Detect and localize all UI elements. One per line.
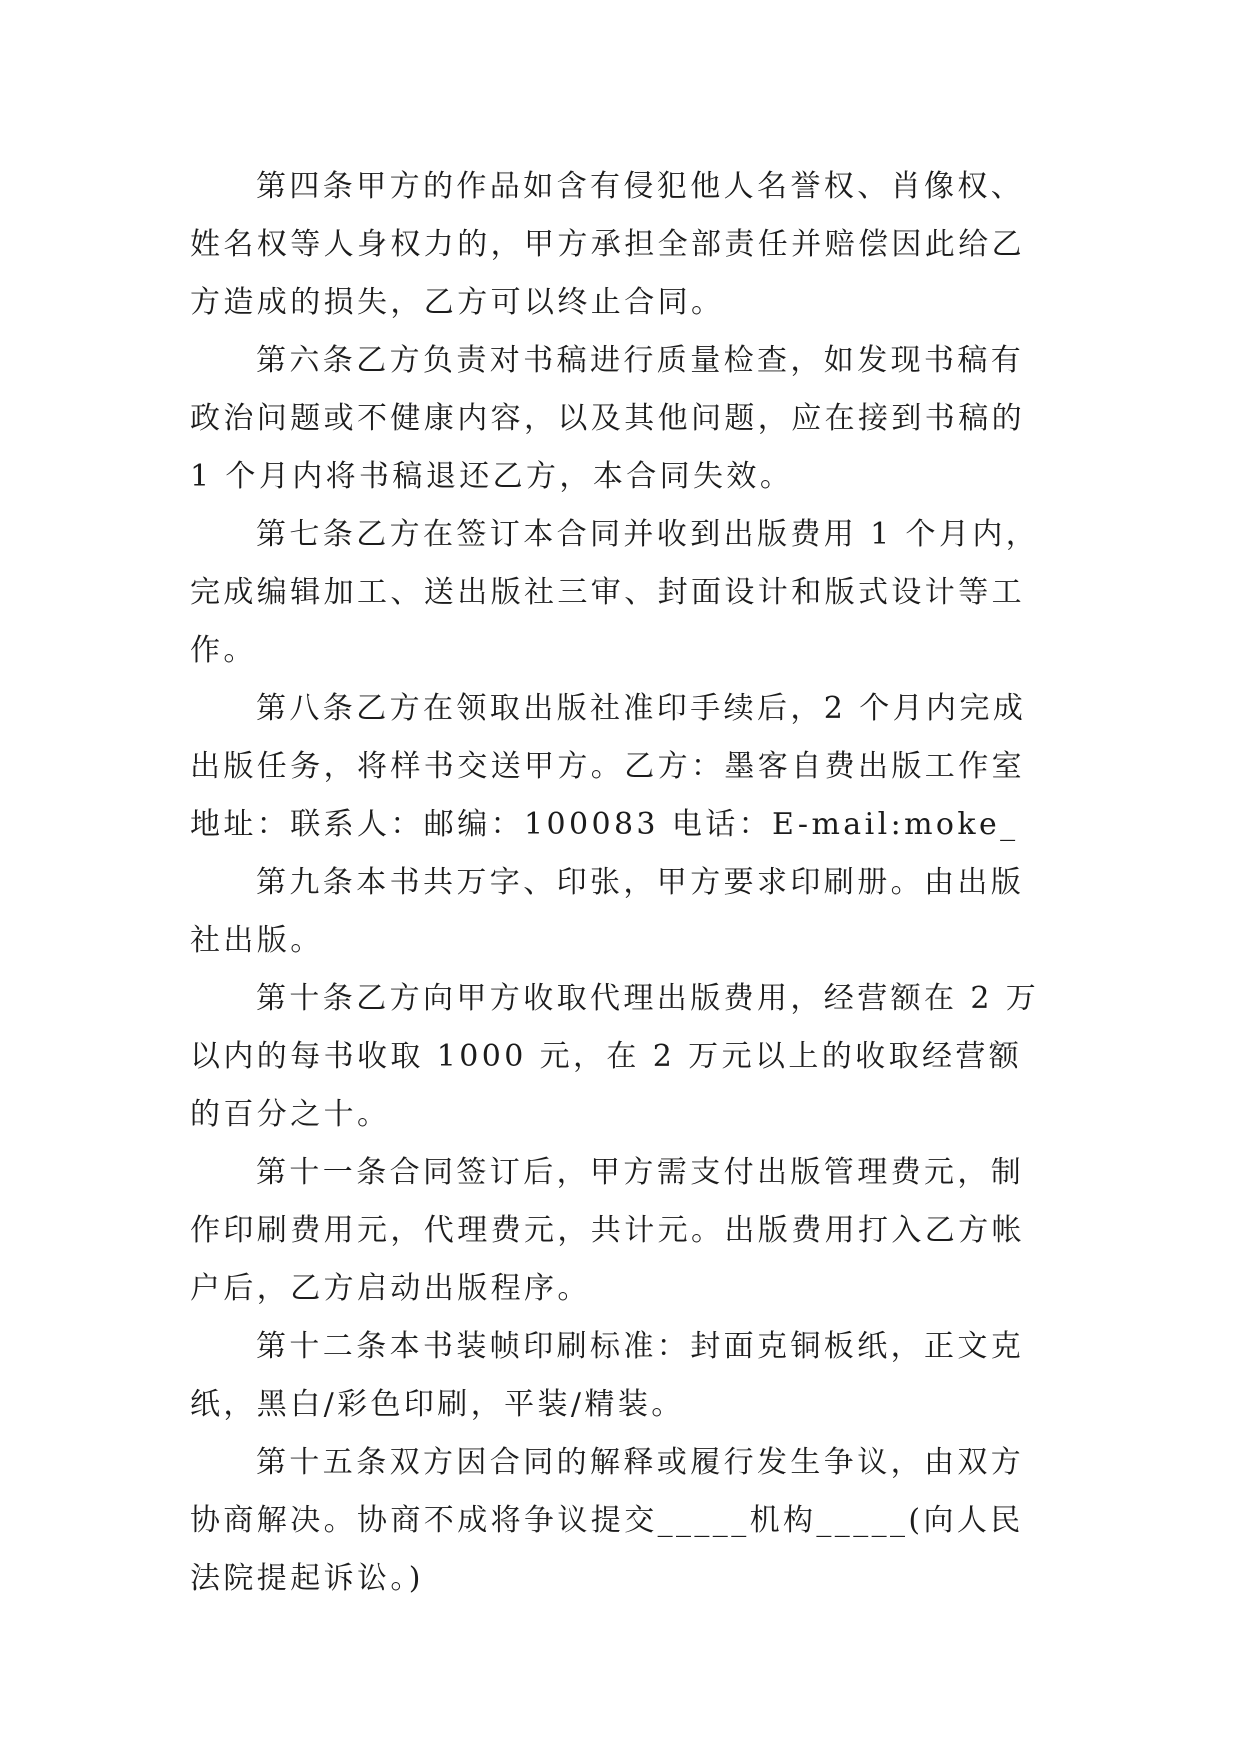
- clause-10-paragraph: 第十条乙方向甲方收取代理出版费用，经营额在 2 万以内的每书收取 1000 元，在 2 万元以上的收取经营额的百分之十。: [190, 981, 1040, 1132]
- clause-15-paragraph: 第十五条双方因合同的解释或履行发生争议，由双方协商解决。协商不成将争议提交_____机构_____(向人民法院提起诉讼。): [190, 1445, 1025, 1596]
- clause-8-paragraph: 第八条乙方在领取出版社准印手续后，2 个月内完成出版任务，将样书交送甲方。乙方：墨客自费出版工作室地址：联系人：邮编：100083 电话：E-mail:moke_: [190, 691, 1027, 842]
- clause-7-paragraph: 第七条乙方在签订本合同并收到出版费用 1 个月内，完成编辑加工、送出版社三审、封面设计和版式设计等工作。: [190, 517, 1040, 668]
- clause-6-paragraph: 第六条乙方负责对书稿进行质量检查，如发现书稿有政治问题或不健康内容，以及其他问题，应在接到书稿的 1 个月内将书稿退还乙方，本合同失效。: [190, 343, 1025, 494]
- clause-9-paragraph: 第九条本书共万字、印张，甲方要求印刷册。由出版社出版。: [190, 865, 1025, 958]
- clause-4-paragraph: 第四条甲方的作品如含有侵犯他人名誉权、肖像权、姓名权等人身权力的，甲方承担全部责任并赔偿因此给乙方造成的损失，乙方可以终止合同。: [190, 169, 1025, 320]
- clause-12-paragraph: 第十二条本书装帧印刷标准：封面克铜板纸，正文克纸，黑白/彩色印刷，平装/精装。: [190, 1329, 1025, 1422]
- clause-11-paragraph: 第十一条合同签订后，甲方需支付出版管理费元，制作印刷费用元，代理费元，共计元。出版费用打入乙方帐户后，乙方启动出版程序。: [190, 1155, 1025, 1306]
- document-body: [190, 158, 1050, 1608]
